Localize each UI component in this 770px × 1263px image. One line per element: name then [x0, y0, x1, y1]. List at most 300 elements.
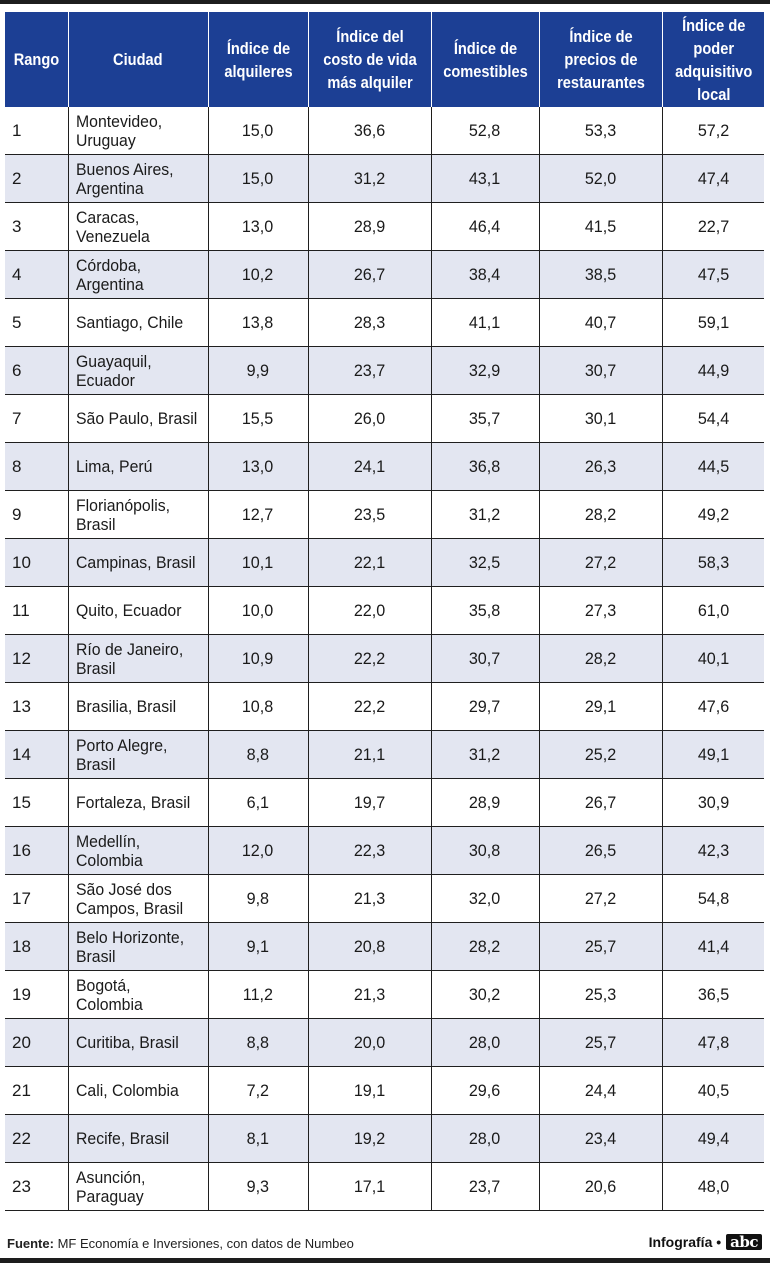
value-cell	[208, 683, 308, 731]
rank-value: 13	[12, 696, 31, 716]
table-row	[5, 875, 764, 923]
index-value: 31,2	[469, 744, 501, 764]
index-value: 20,8	[353, 936, 386, 956]
value-cell	[208, 155, 308, 203]
index-value: 26,0	[353, 408, 386, 428]
value-cell	[208, 443, 308, 491]
index-value: 25,7	[584, 1032, 617, 1052]
value-cell	[539, 779, 662, 827]
index-value: 23,7	[353, 360, 386, 380]
value-cell	[539, 827, 662, 875]
index-value: 28,0	[469, 1032, 501, 1052]
city-name: Asunción, Paraguay	[75, 1167, 145, 1206]
rank-cell	[5, 491, 68, 539]
index-value: 23,7	[469, 1176, 501, 1196]
value-cell	[431, 683, 539, 731]
city-cell	[68, 731, 208, 779]
index-value: 30,9	[697, 792, 729, 812]
index-value: 25,3	[584, 984, 617, 1004]
table-row	[5, 635, 764, 683]
value-cell	[208, 395, 308, 443]
value-cell	[208, 731, 308, 779]
city-name: Lima, Perú	[75, 457, 152, 476]
city-cell	[68, 491, 208, 539]
index-value: 23,5	[353, 504, 386, 524]
value-cell	[431, 1115, 539, 1163]
value-cell	[308, 107, 431, 155]
table-row	[5, 203, 764, 251]
index-value: 10,8	[242, 696, 274, 716]
rank-value: 21	[12, 1080, 31, 1100]
value-cell	[662, 779, 764, 827]
index-value: 35,8	[469, 600, 501, 620]
data-table	[5, 12, 764, 1211]
rank-cell	[5, 779, 68, 827]
value-cell	[208, 491, 308, 539]
rank-value: 2	[12, 168, 22, 188]
value-cell	[208, 923, 308, 971]
value-cell	[662, 155, 764, 203]
rank-cell	[5, 731, 68, 779]
rank-cell	[5, 683, 68, 731]
index-value: 35,7	[469, 408, 501, 428]
value-cell	[308, 875, 431, 923]
index-value: 54,8	[697, 888, 729, 908]
table-row	[5, 491, 764, 539]
abc-logo: abc	[726, 1234, 762, 1250]
index-value: 30,7	[469, 648, 501, 668]
value-cell	[662, 443, 764, 491]
value-cell	[539, 347, 662, 395]
value-cell	[308, 1019, 431, 1067]
index-value: 7,2	[246, 1080, 270, 1100]
value-cell	[539, 1163, 662, 1211]
value-cell	[539, 587, 662, 635]
value-cell	[431, 1067, 539, 1115]
rank-value: 3	[12, 216, 22, 236]
city-name: Fortaleza, Brasil	[75, 793, 190, 812]
rank-cell	[5, 1019, 68, 1067]
value-cell	[208, 347, 308, 395]
index-value: 43,1	[469, 168, 501, 188]
index-value: 41,1	[469, 312, 501, 332]
value-cell	[431, 923, 539, 971]
value-cell	[662, 203, 764, 251]
rank-value: 11	[12, 600, 30, 620]
index-value: 28,0	[469, 1128, 501, 1148]
city-name: Santiago, Chile	[75, 313, 183, 332]
rank-cell	[5, 539, 68, 587]
value-cell	[208, 827, 308, 875]
city-name: Bogotá, Colombia	[75, 975, 143, 1014]
city-name: Caracas, Venezuela	[75, 207, 150, 246]
value-cell	[431, 107, 539, 155]
table-row	[5, 443, 764, 491]
value-cell	[662, 347, 764, 395]
index-value: 59,1	[697, 312, 729, 332]
rank-cell	[5, 875, 68, 923]
value-cell	[662, 1163, 764, 1211]
index-value: 13,0	[242, 456, 274, 476]
index-value: 32,0	[469, 888, 501, 908]
city-cell	[68, 683, 208, 731]
table-row	[5, 827, 764, 875]
value-cell	[431, 971, 539, 1019]
value-cell	[431, 875, 539, 923]
city-cell	[68, 1163, 208, 1211]
rank-value: 23	[12, 1176, 31, 1196]
index-value: 29,7	[469, 696, 501, 716]
index-value: 47,6	[697, 696, 729, 716]
source-label: Fuente:	[7, 1236, 54, 1251]
index-value: 27,2	[584, 888, 617, 908]
table-row	[5, 299, 764, 347]
value-cell	[662, 587, 764, 635]
city-cell	[68, 1115, 208, 1163]
rank-value: 4	[12, 264, 22, 284]
value-cell	[662, 1067, 764, 1115]
index-value: 22,2	[353, 648, 386, 668]
rank-cell	[5, 971, 68, 1019]
index-value: 30,2	[469, 984, 501, 1004]
top-rule	[0, 0, 770, 4]
rank-cell	[5, 1115, 68, 1163]
city-cell	[68, 779, 208, 827]
rank-value: 17	[12, 888, 31, 908]
value-cell	[539, 923, 662, 971]
rank-cell	[5, 299, 68, 347]
index-value: 49,4	[697, 1128, 729, 1148]
value-cell	[662, 875, 764, 923]
table-header-row	[5, 12, 764, 107]
city-cell	[68, 587, 208, 635]
index-value: 44,5	[697, 456, 729, 476]
table-body	[5, 107, 764, 1211]
column-header: Ciudad	[68, 12, 208, 107]
value-cell	[431, 731, 539, 779]
value-cell	[662, 299, 764, 347]
index-value: 38,5	[584, 264, 617, 284]
index-value: 21,3	[353, 888, 386, 908]
city-name: São Paulo, Brasil	[75, 409, 197, 428]
table-row	[5, 683, 764, 731]
value-cell	[308, 395, 431, 443]
city-cell	[68, 299, 208, 347]
value-cell	[308, 155, 431, 203]
value-cell	[662, 539, 764, 587]
city-name: Montevideo, Uruguay	[75, 111, 162, 150]
city-name: Quito, Ecuador	[75, 601, 181, 620]
index-value: 22,7	[697, 216, 729, 236]
index-value: 13,0	[242, 216, 274, 236]
column-header: Índice de alquileres	[208, 12, 308, 107]
index-value: 54,4	[697, 408, 729, 428]
rank-value: 8	[12, 456, 22, 476]
index-value: 32,9	[469, 360, 501, 380]
value-cell	[662, 731, 764, 779]
city-name: Medellín, Colombia	[75, 831, 143, 870]
source-text: MF Economía e Inversiones, con datos de Numbeo	[57, 1236, 354, 1251]
index-value: 52,8	[469, 120, 501, 140]
index-value: 38,4	[469, 264, 501, 284]
value-cell	[208, 1115, 308, 1163]
table-row	[5, 395, 764, 443]
table-row	[5, 107, 764, 155]
value-cell	[208, 1019, 308, 1067]
index-value: 9,8	[246, 888, 270, 908]
value-cell	[431, 539, 539, 587]
value-cell	[308, 1163, 431, 1211]
city-cell	[68, 347, 208, 395]
table-row	[5, 155, 764, 203]
index-value: 30,7	[584, 360, 617, 380]
index-value: 47,8	[697, 1032, 729, 1052]
index-value: 52,0	[584, 168, 617, 188]
city-name: Campinas, Brasil	[75, 553, 196, 572]
index-value: 8,1	[246, 1128, 270, 1148]
value-cell	[208, 779, 308, 827]
city-cell	[68, 203, 208, 251]
value-cell	[308, 827, 431, 875]
rank-value: 22	[12, 1128, 31, 1148]
value-cell	[539, 443, 662, 491]
table-row	[5, 1115, 764, 1163]
rank-value: 1	[12, 120, 22, 140]
city-name: Porto Alegre, Brasil	[75, 735, 167, 774]
index-value: 19,2	[353, 1128, 386, 1148]
table-row	[5, 251, 764, 299]
value-cell	[431, 203, 539, 251]
index-value: 8,8	[246, 744, 270, 764]
index-value: 22,1	[353, 552, 386, 572]
index-value: 28,9	[353, 216, 386, 236]
value-cell	[431, 395, 539, 443]
index-value: 36,6	[353, 120, 386, 140]
source-note	[7, 1236, 354, 1251]
value-cell	[539, 203, 662, 251]
index-value: 28,9	[469, 792, 501, 812]
index-value: 26,3	[584, 456, 617, 476]
value-cell	[308, 347, 431, 395]
city-name: Brasilia, Brasil	[75, 697, 176, 716]
city-cell	[68, 635, 208, 683]
city-name: São José dos Campos, Brasil	[75, 879, 183, 918]
value-cell	[208, 1163, 308, 1211]
index-value: 41,4	[697, 936, 729, 956]
value-cell	[208, 875, 308, 923]
rank-value: 9	[12, 504, 22, 524]
value-cell	[539, 491, 662, 539]
credit-text: Infografía •	[648, 1234, 722, 1250]
index-value: 20,6	[584, 1176, 617, 1196]
city-name: Cali, Colombia	[75, 1081, 179, 1100]
rank-value: 20	[12, 1032, 31, 1052]
index-value: 20,0	[353, 1032, 386, 1052]
index-value: 9,1	[246, 936, 270, 956]
value-cell	[308, 683, 431, 731]
index-value: 22,3	[353, 840, 386, 860]
index-value: 26,7	[584, 792, 617, 812]
index-value: 25,2	[584, 744, 617, 764]
index-value: 40,7	[584, 312, 617, 332]
value-cell	[308, 923, 431, 971]
table-row	[5, 539, 764, 587]
index-value: 9,9	[246, 360, 270, 380]
index-value: 29,6	[469, 1080, 501, 1100]
value-cell	[431, 587, 539, 635]
city-cell	[68, 1019, 208, 1067]
index-value: 9,3	[246, 1176, 270, 1196]
value-cell	[539, 875, 662, 923]
column-header: Rango	[5, 12, 68, 107]
index-value: 25,7	[584, 936, 617, 956]
value-cell	[431, 443, 539, 491]
index-value: 40,5	[697, 1080, 729, 1100]
rank-value: 7	[12, 408, 22, 428]
value-cell	[431, 347, 539, 395]
index-value: 49,2	[697, 504, 729, 524]
rank-value: 18	[12, 936, 31, 956]
value-cell	[208, 1067, 308, 1115]
index-value: 28,2	[584, 648, 617, 668]
value-cell	[662, 683, 764, 731]
index-value: 10,1	[242, 552, 274, 572]
index-value: 31,2	[353, 168, 386, 188]
value-cell	[539, 1115, 662, 1163]
rank-cell	[5, 155, 68, 203]
table-row	[5, 1163, 764, 1211]
index-value: 10,9	[242, 648, 274, 668]
table-row	[5, 731, 764, 779]
rank-value: 14	[12, 744, 31, 764]
value-cell	[431, 635, 539, 683]
index-value: 42,3	[697, 840, 729, 860]
rank-cell	[5, 347, 68, 395]
index-value: 36,5	[697, 984, 729, 1004]
index-value: 10,2	[242, 264, 274, 284]
index-value: 21,1	[353, 744, 386, 764]
value-cell	[308, 1067, 431, 1115]
index-value: 17,1	[353, 1176, 386, 1196]
value-cell	[539, 683, 662, 731]
value-cell	[662, 635, 764, 683]
value-cell	[431, 1019, 539, 1067]
index-value: 58,3	[697, 552, 729, 572]
index-value: 30,1	[584, 408, 617, 428]
value-cell	[539, 1019, 662, 1067]
value-cell	[308, 203, 431, 251]
value-cell	[539, 971, 662, 1019]
index-value: 28,2	[584, 504, 617, 524]
rank-cell	[5, 203, 68, 251]
value-cell	[539, 731, 662, 779]
index-value: 15,5	[242, 408, 274, 428]
index-value: 46,4	[469, 216, 501, 236]
value-cell	[208, 107, 308, 155]
rank-cell	[5, 251, 68, 299]
table-row	[5, 923, 764, 971]
value-cell	[431, 1163, 539, 1211]
city-cell	[68, 539, 208, 587]
value-cell	[662, 971, 764, 1019]
rank-cell	[5, 107, 68, 155]
value-cell	[308, 971, 431, 1019]
rank-cell	[5, 1163, 68, 1211]
index-value: 44,9	[697, 360, 729, 380]
rank-value: 10	[12, 552, 31, 572]
index-value: 30,8	[469, 840, 501, 860]
index-value: 19,7	[353, 792, 386, 812]
index-value: 8,8	[246, 1032, 270, 1052]
index-value: 28,2	[469, 936, 501, 956]
rank-value: 6	[12, 360, 22, 380]
value-cell	[308, 299, 431, 347]
value-cell	[431, 299, 539, 347]
value-cell	[662, 827, 764, 875]
value-cell	[431, 491, 539, 539]
index-value: 61,0	[697, 600, 729, 620]
value-cell	[208, 971, 308, 1019]
value-cell	[208, 251, 308, 299]
value-cell	[308, 635, 431, 683]
index-value: 19,1	[353, 1080, 386, 1100]
rank-cell	[5, 587, 68, 635]
rank-value: 19	[12, 984, 31, 1004]
city-cell	[68, 971, 208, 1019]
city-cell	[68, 923, 208, 971]
city-name: Córdoba, Argentina	[75, 255, 144, 294]
index-value: 32,5	[469, 552, 501, 572]
value-cell	[662, 395, 764, 443]
index-value: 31,2	[469, 504, 501, 524]
value-cell	[539, 155, 662, 203]
city-name: Buenos Aires, Argentina	[75, 159, 174, 198]
value-cell	[431, 779, 539, 827]
value-cell	[539, 395, 662, 443]
index-value: 22,0	[353, 600, 386, 620]
city-name: Guayaquil, Ecuador	[75, 351, 152, 390]
city-name: Recife, Brasil	[75, 1129, 169, 1148]
value-cell	[308, 251, 431, 299]
rank-value: 5	[12, 312, 22, 332]
value-cell	[539, 251, 662, 299]
value-cell	[308, 539, 431, 587]
value-cell	[662, 107, 764, 155]
value-cell	[308, 1115, 431, 1163]
index-value: 49,1	[697, 744, 729, 764]
table-row	[5, 779, 764, 827]
value-cell	[308, 491, 431, 539]
value-cell	[662, 251, 764, 299]
value-cell	[208, 635, 308, 683]
value-cell	[539, 299, 662, 347]
city-cell	[68, 155, 208, 203]
table-row	[5, 971, 764, 1019]
index-value: 47,5	[697, 264, 729, 284]
rank-cell	[5, 443, 68, 491]
column-header: Índice de comestibles	[431, 12, 539, 107]
rank-cell	[5, 395, 68, 443]
index-value: 29,1	[584, 696, 617, 716]
index-value: 26,7	[353, 264, 386, 284]
index-value: 47,4	[697, 168, 729, 188]
table-row	[5, 1019, 764, 1067]
city-cell	[68, 827, 208, 875]
city-cell	[68, 443, 208, 491]
value-cell	[208, 299, 308, 347]
value-cell	[208, 539, 308, 587]
index-value: 27,2	[584, 552, 617, 572]
